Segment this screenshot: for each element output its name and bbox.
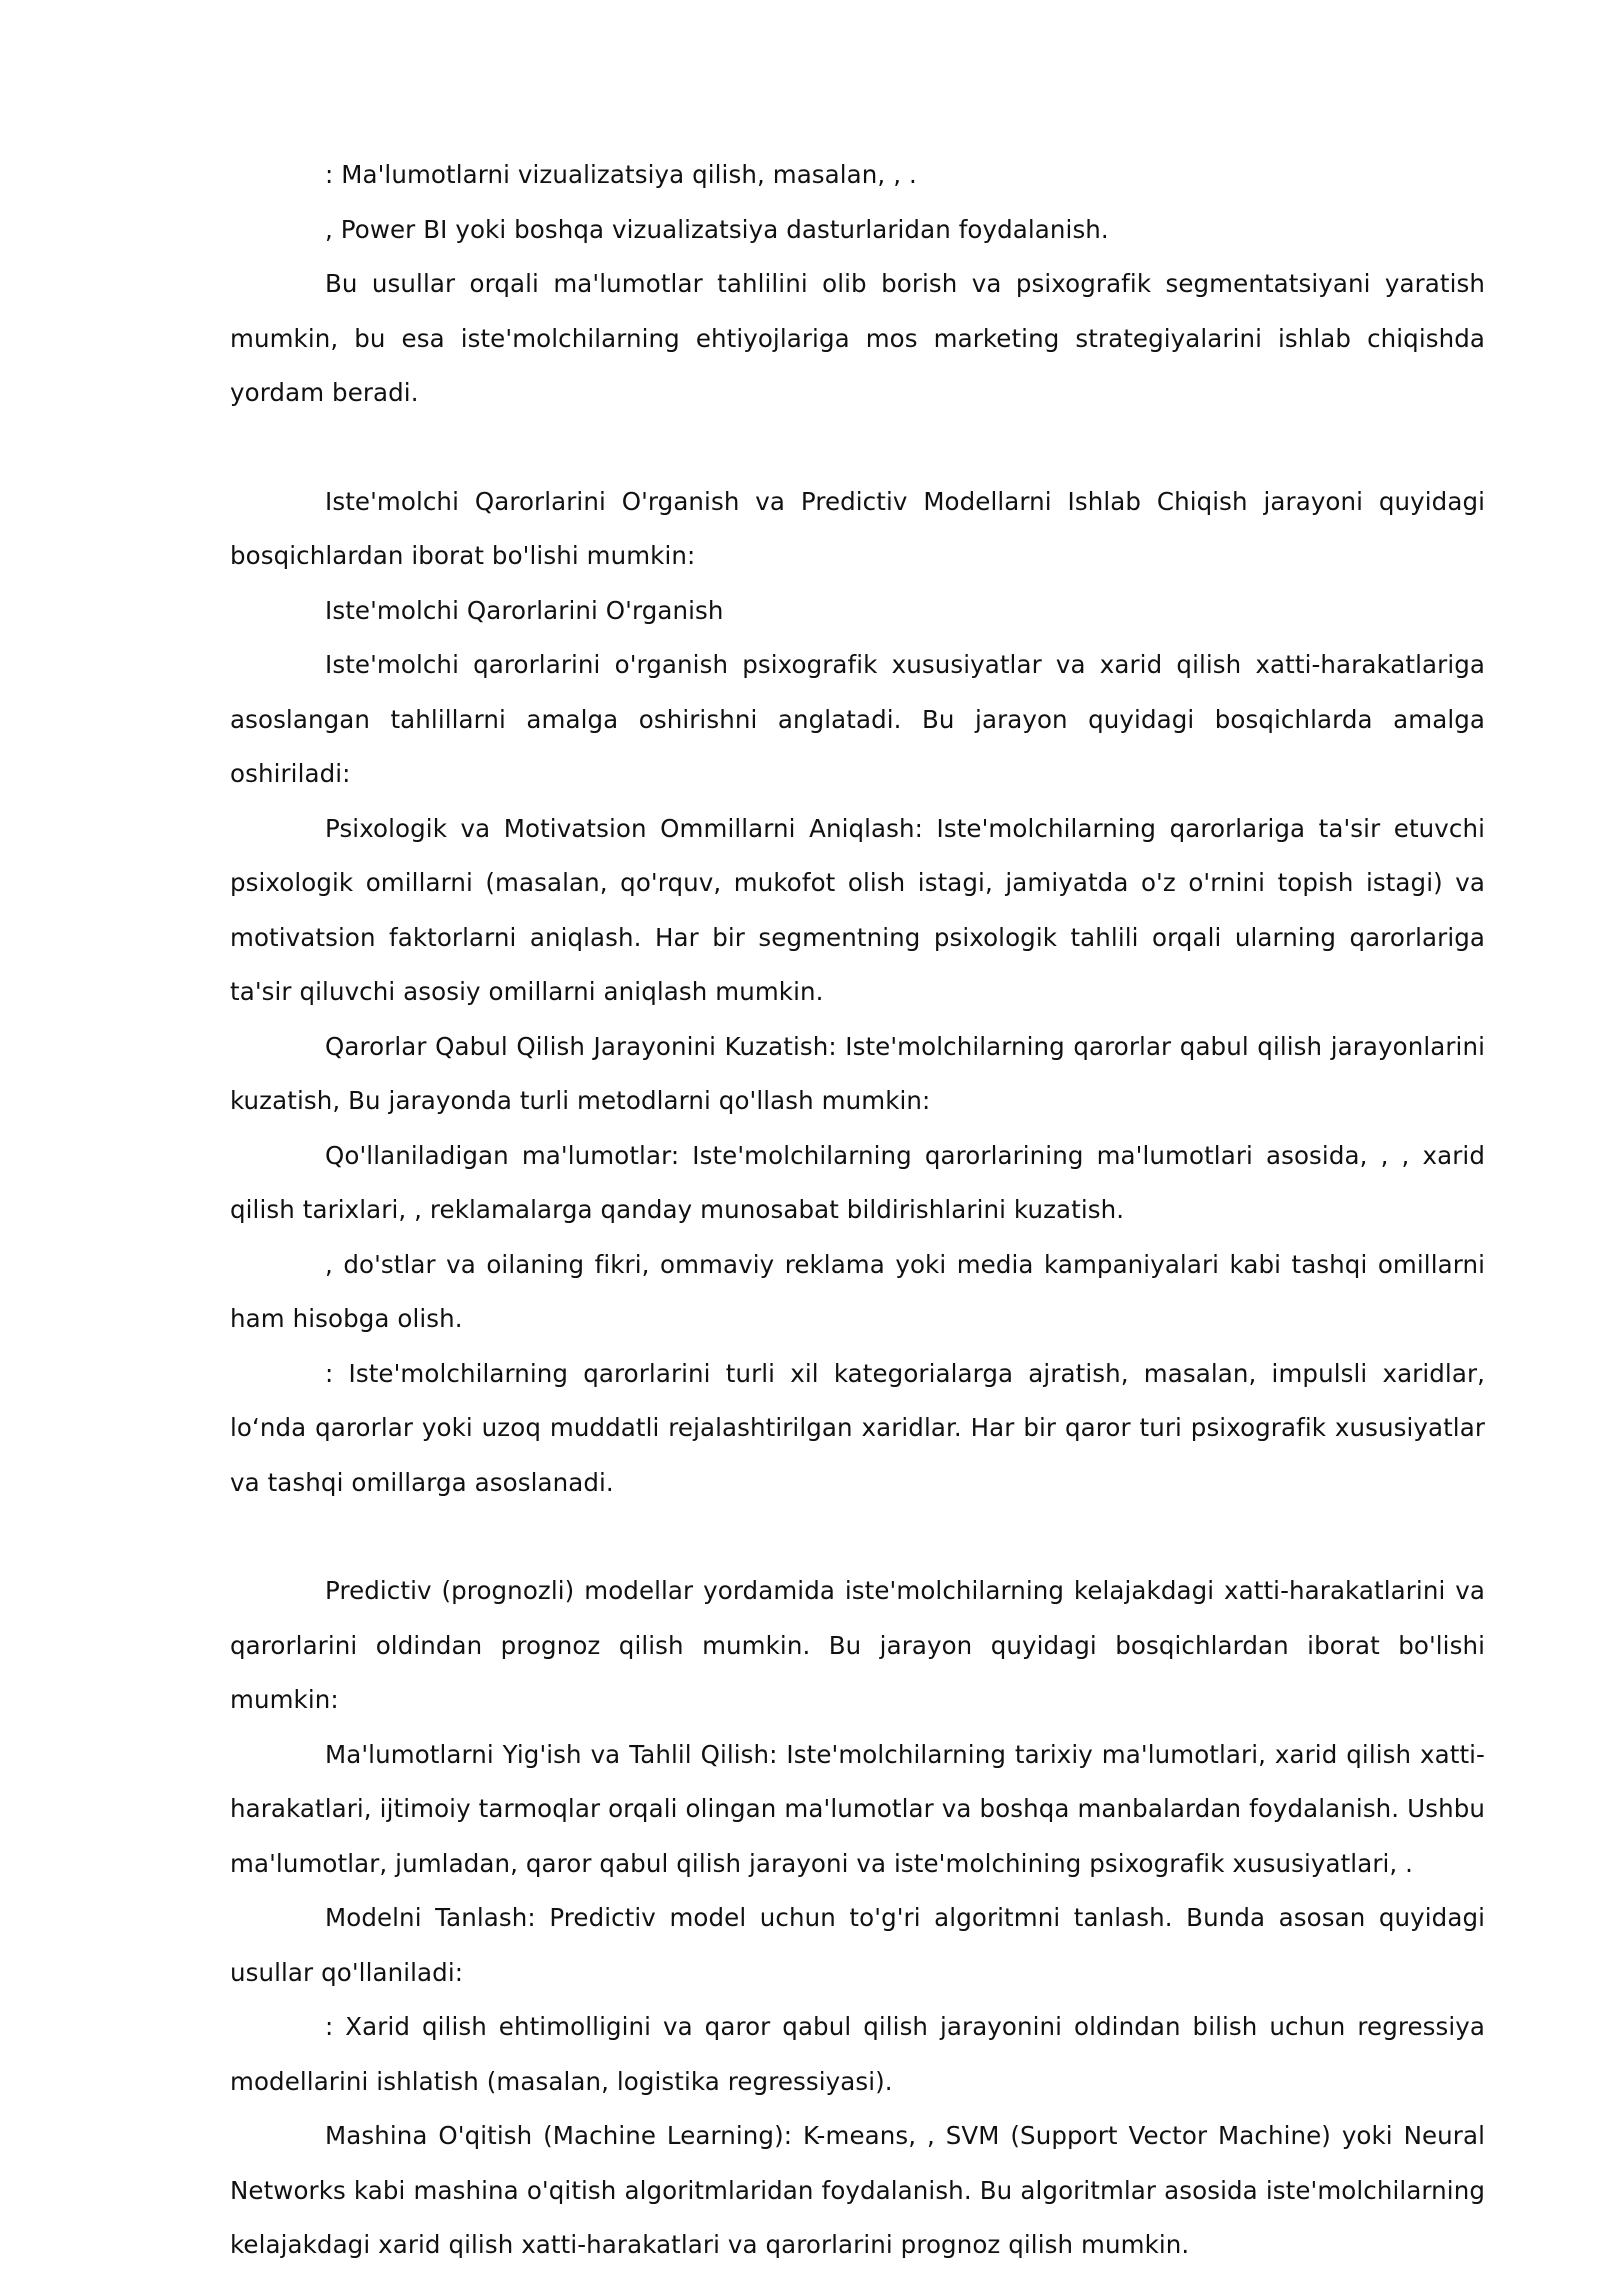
paragraph-decision-study: Iste'molchi qarorlarini o'rganish psixografik xususiyatlar va xarid qilish xatti-harakatlariga asoslangan tahlillarni amalga oshirishni anglatadi. Bu jarayon quyidagi bosqichlarda amalga oshiriladi: [230, 650, 1485, 788]
paragraph-decision-tracking: Qarorlar Qabul Qilish Jarayonini Kuzatish: Iste'molchilarning qarorlar qabul qilish jarayonlarini kuzatish, Bu jarayonda turli metodlarni qo'llash mumkin: [230, 1031, 1485, 1115]
paragraph-external-factors: , do'stlar va oilaning fikri, ommaviy reklama yoki media kampaniyalari kabi tashqi omillarni ham hisobga olish. [230, 1249, 1485, 1333]
paragraph-model-selection: Modelni Tanlash: Predictiv model uchun to'g'ri algoritmni tanlash. Bunda asosan quyidagi usullar qo'llaniladi: [230, 1903, 1485, 1987]
paragraph-power-bi: , Power BI yoki boshqa vizualizatsiya dasturlaridan foydalanish. [325, 214, 1109, 244]
paragraph-visualization: : Ma'lumotlarni vizualizatsiya qilish, masalan, , . [325, 160, 917, 189]
paragraph-predictive-intro: Predictiv (prognozli) modellar yordamida iste'molchilarning kelajakdagi xatti-harakatlarini va qarorlarini oldindan prognoz qilish mumkin. Bu jarayon quyidagi bosqichlardan iborat bo'lishi mumkin: [230, 1576, 1485, 1714]
section-gap [230, 421, 1485, 475]
paragraph-process-intro: Iste'molchi Qarorlarini O'rganish va Predictiv Modellarni Ishlab Chiqish jarayoni quyidagi bosqichlardan iborat bo'lishi mumkin: [230, 486, 1485, 570]
paragraph-data-used: Qo'llaniladigan ma'lumotlar: Iste'molchilarning qarorlarining ma'lumotlari asosida, , , xarid qilish tarixlari, , reklamalarga qanday munosabat bildirishlarini kuzatish. [230, 1140, 1485, 1224]
paragraph-machine-learning: Mashina O'qitish (Machine Learning): K-means, , SVM (Support Vector Machine) yoki Neural Networks kabi mashina o'qitish algoritmlaridan foydalanish. Bu algoritmlar asosida iste'molchilarning kelajakdagi xarid qilish xatti-harakatlari va qarorlarini prognoz qilish mumkin. [230, 2121, 1485, 2259]
paragraph-regression: : Xarid qilish ehtimolligini va qaror qabul qilish jarayonini oldindan bilish uchun regressiya modellarini ishlatish (masalan, logistika regressiyasi). [230, 2012, 1485, 2096]
paragraph-section-heading: Iste'molchi Qarorlarini O'rganish [325, 595, 724, 625]
paragraph-data-collection: Ma'lumotlarni Yig'ish va Tahlil Qilish: Iste'molchilarning tarixiy ma'lumotlari, xarid qilish xatti-harakatlari, ijtimoiy tarmoqlar orqali olingan ma'lumotlar va boshqa manbalardan foydalanish. Ushbu ma'lumotlar, jumladan, qaror qabul qilish jarayoni va iste'molchining psixografik xususiyatlari, . [230, 1739, 1485, 1878]
paragraph-methods-summary: Bu usullar orqali ma'lumotlar tahlilini olib borish va psixografik segmentatsiyani yaratish mumkin, bu esa iste'molchilarning ehtiyojlariga mos marketing strategiyalarini ishlab chiqishda yordam beradi. [230, 269, 1485, 407]
paragraph-psychological-factors: Psixologik va Motivatsion Ommillarni Aniqlash: Iste'molchilarning qarorlariga ta'sir etuvchi psixologik omillarni (masalan, qo'rquv, mukofot olish istagi, jamiyatda o'z o'rnini topish istagi) va motivatsion faktorlarni aniqlash. Har bir segmentning psixologik tahlili orqali ularning qarorlariga ta'sir qiluvchi asosiy omillarni aniqlash mumkin. [230, 813, 1485, 1006]
paragraph-decision-categories: : Iste'molchilarning qarorlarini turli xil kategorialarga ajratish, masalan, impulsli xaridlar, lo‘nda qarorlar yoki uzoq muddatli rejalashtirilgan xaridlar. Har bir qaror turi psixografik xususiyatlar va tashqi omillarga asoslanadi. [230, 1358, 1485, 1497]
section-gap [230, 1510, 1485, 1564]
document-body [230, 148, 1485, 2273]
